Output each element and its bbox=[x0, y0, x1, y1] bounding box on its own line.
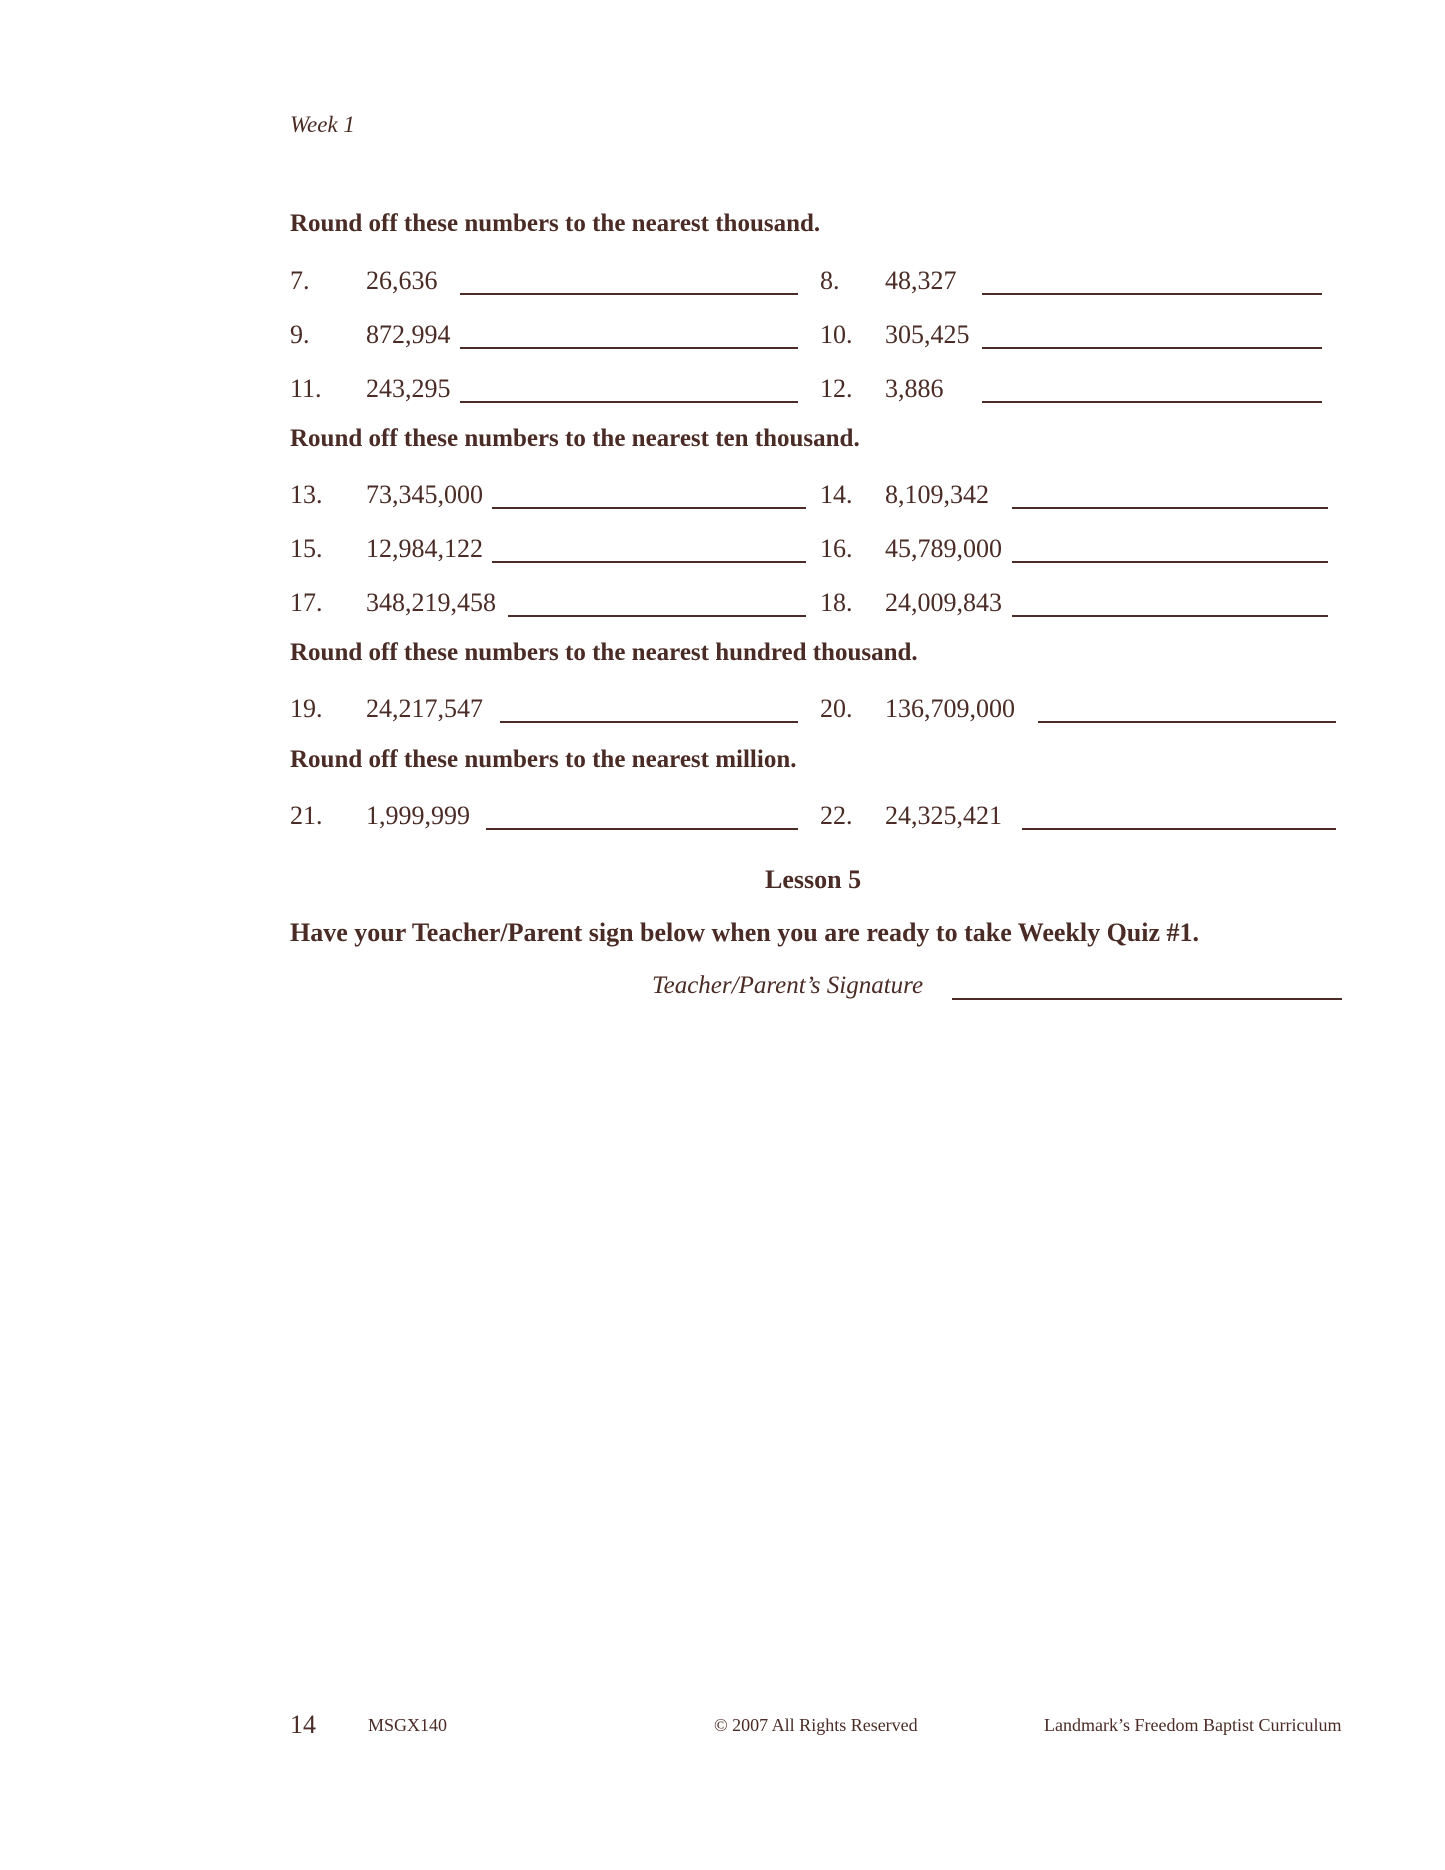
problem-value: 48,327 bbox=[885, 266, 957, 295]
problem-number: 9. bbox=[290, 320, 310, 349]
signature-line[interactable] bbox=[952, 998, 1342, 1000]
page-number: 14 bbox=[290, 1710, 316, 1739]
problem-value: 872,994 bbox=[366, 320, 451, 349]
answer-line[interactable] bbox=[1038, 721, 1336, 723]
problem-value: 45,789,000 bbox=[885, 534, 1002, 563]
problem-number: 16. bbox=[820, 534, 853, 563]
section-heading-ten-thousand: Round off these numbers to the nearest ten thousand. bbox=[290, 425, 860, 452]
footer-copyright: © 2007 All Rights Reserved bbox=[714, 1715, 918, 1735]
problem-value: 243,295 bbox=[366, 374, 451, 403]
problem-number: 13. bbox=[290, 480, 323, 509]
problem-number: 8. bbox=[820, 266, 840, 295]
problem-value: 136,709,000 bbox=[885, 694, 1015, 723]
problem-number: 18. bbox=[820, 588, 853, 617]
answer-line[interactable] bbox=[1012, 561, 1328, 563]
answer-line[interactable] bbox=[1022, 828, 1336, 830]
problem-number: 14. bbox=[820, 480, 853, 509]
problem-number: 11. bbox=[290, 374, 322, 403]
problem-value: 348,219,458 bbox=[366, 588, 496, 617]
answer-line[interactable] bbox=[982, 401, 1322, 403]
problem-number: 21. bbox=[290, 801, 323, 830]
answer-line[interactable] bbox=[460, 401, 798, 403]
problem-value: 12,984,122 bbox=[366, 534, 483, 563]
answer-line[interactable] bbox=[1012, 507, 1328, 509]
problem-value: 24,325,421 bbox=[885, 801, 1002, 830]
problem-number: 20. bbox=[820, 694, 853, 723]
section-heading-hundred-thousand: Round off these numbers to the nearest hundred thousand. bbox=[290, 639, 918, 666]
lesson-title: Lesson 5 bbox=[765, 865, 862, 894]
problem-value: 1,999,999 bbox=[366, 801, 470, 830]
answer-line[interactable] bbox=[486, 828, 798, 830]
section-heading-thousand: Round off these numbers to the nearest thousand. bbox=[290, 210, 821, 237]
answer-line[interactable] bbox=[460, 293, 798, 295]
answer-line[interactable] bbox=[460, 347, 798, 349]
problem-value: 26,636 bbox=[366, 266, 438, 295]
answer-line[interactable] bbox=[492, 561, 806, 563]
footer-publisher: Landmark’s Freedom Baptist Curriculum bbox=[1044, 1715, 1342, 1735]
week-label: Week 1 bbox=[290, 112, 355, 137]
answer-line[interactable] bbox=[500, 721, 798, 723]
problem-number: 10. bbox=[820, 320, 853, 349]
answer-line[interactable] bbox=[982, 293, 1322, 295]
problem-number: 22. bbox=[820, 801, 853, 830]
problem-value: 8,109,342 bbox=[885, 480, 989, 509]
problem-number: 17. bbox=[290, 588, 323, 617]
problem-number: 19. bbox=[290, 694, 323, 723]
answer-line[interactable] bbox=[508, 615, 806, 617]
problem-value: 24,217,547 bbox=[366, 694, 483, 723]
problem-number: 7. bbox=[290, 266, 310, 295]
problem-value: 305,425 bbox=[885, 320, 970, 349]
answer-line[interactable] bbox=[1012, 615, 1328, 617]
footer-code: MSGX140 bbox=[368, 1715, 448, 1735]
problem-value: 73,345,000 bbox=[366, 480, 483, 509]
signature-label: Teacher/Parent’s Signature bbox=[652, 972, 924, 999]
answer-line[interactable] bbox=[982, 347, 1322, 349]
instruction-text: Have your Teacher/Parent sign below when you are ready to take Weekly Quiz #1. bbox=[290, 918, 1200, 947]
problem-number: 15. bbox=[290, 534, 323, 563]
problem-value: 24,009,843 bbox=[885, 588, 1002, 617]
answer-line[interactable] bbox=[492, 507, 806, 509]
problem-value: 3,886 bbox=[885, 374, 944, 403]
problem-number: 12. bbox=[820, 374, 853, 403]
section-heading-million: Round off these numbers to the nearest million. bbox=[290, 746, 797, 773]
